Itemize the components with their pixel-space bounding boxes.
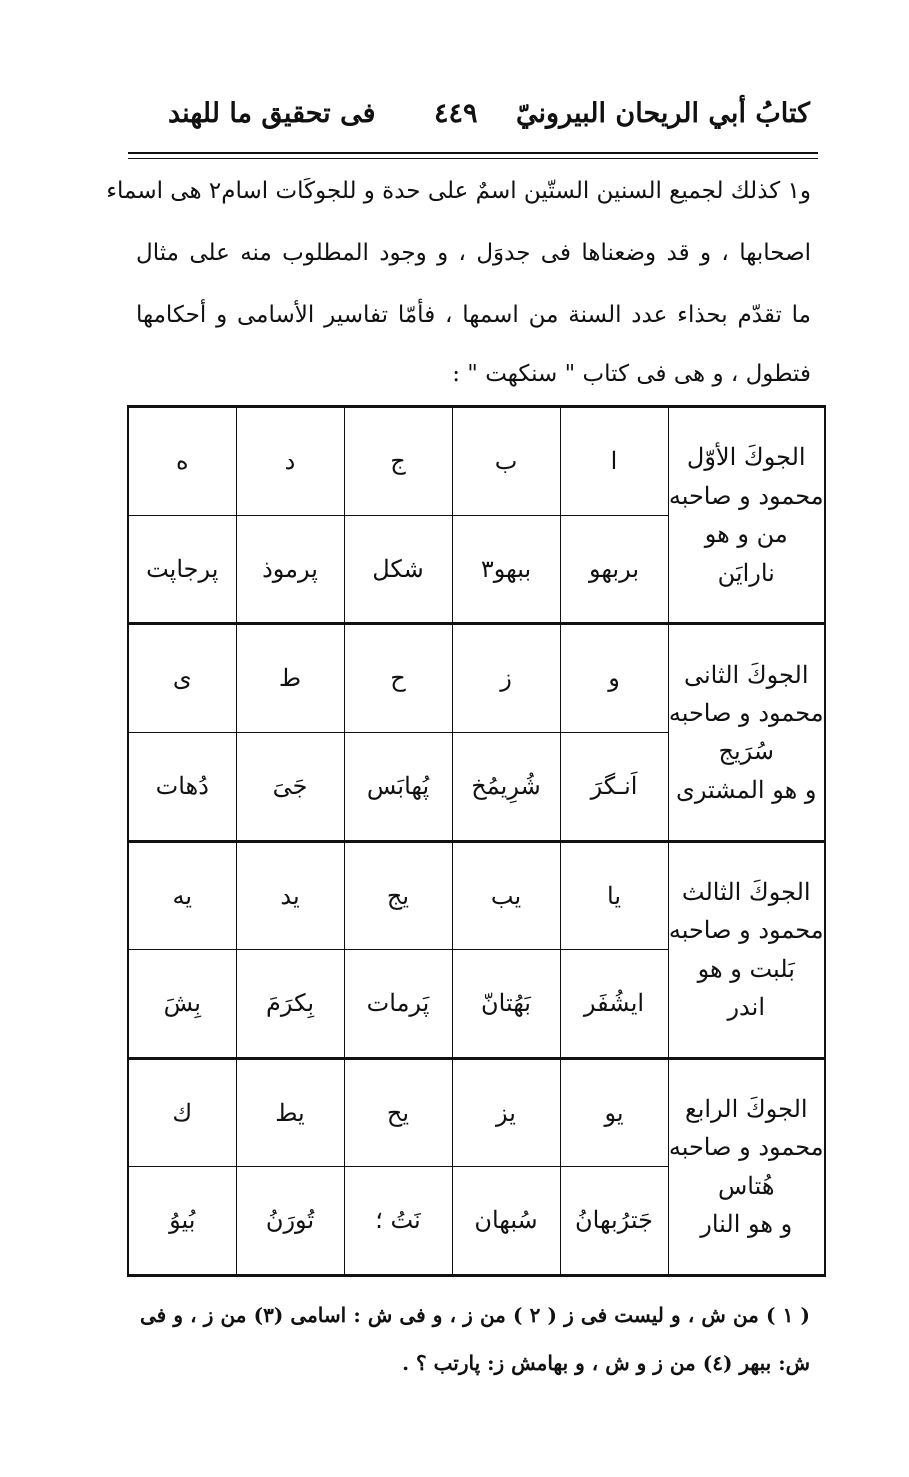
jug-label-line: هُتاس: [717, 1171, 775, 1200]
year-letter-cell: ج: [344, 407, 452, 516]
book-title: كتابُ أبي الريحان البيرونيّ: [516, 98, 810, 129]
year-name-cell: شكل: [344, 515, 452, 624]
table-row: [128, 1058, 825, 1167]
table-row: [128, 407, 825, 516]
jug-label-line: الجوكَ الثانى: [684, 660, 809, 689]
page-number: ٤٤٩: [434, 98, 478, 129]
jug-label-line: نارايَن: [717, 558, 775, 587]
year-letter-cell: ط: [236, 624, 344, 733]
jug-label-line: بَلبت و هو: [697, 954, 795, 983]
jug-label-line: محمود و صاحبه: [668, 698, 824, 727]
jug-label-cell: [668, 1058, 825, 1275]
year-letter-cell: ح: [344, 624, 452, 733]
jug-label-line: الجوكَ الرابع: [684, 1095, 808, 1124]
year-name-cell: پرموذ: [236, 515, 344, 624]
jug-label-line: سُرَيج: [718, 737, 775, 766]
body-line-2: اصحابها ، و قد وضعناها فى جدوَل ، و وجود المطلوب منه على مثال: [136, 240, 811, 266]
jug-label-line: محمود و صاحبه: [668, 481, 824, 510]
year-name-cell: دُهات: [128, 732, 236, 841]
year-name-cell: اَنـگرَ: [560, 732, 668, 841]
body-line-4: فتطول ، و هى فى كتاب " سنكهت " :: [452, 361, 811, 387]
year-name-cell: بِكرَمَ: [236, 950, 344, 1059]
year-name-cell: بِشَ: [128, 950, 236, 1059]
year-name-cell: جَىَ: [236, 732, 344, 841]
running-header: [128, 88, 818, 138]
table-row: [128, 624, 825, 733]
year-letter-cell: يا: [560, 841, 668, 950]
year-name-cell: نَتُ ؛: [344, 1167, 452, 1276]
footnote-line-2: ش: ببهر (٤) من ز و ش ، و بهامش ز: پارتب ؟ .: [402, 1351, 810, 1375]
jug-label-line: من و هو: [704, 520, 788, 549]
jug-label-line: محمود و صاحبه: [668, 1133, 824, 1162]
section-title: فى تحقيق ما للهند: [168, 98, 376, 129]
year-name-cell: ايشُفَر: [560, 950, 668, 1059]
year-name-cell: پرجاپت: [128, 515, 236, 624]
year-name-cell: جَترُبهانُ: [560, 1167, 668, 1276]
footnote-line-1: ( ١ ) من ش ، و ليست فى ز ( ٢ ) من ز ، و فى ش : اسامى (٣) من ز ، و فى: [140, 1303, 810, 1327]
year-letter-cell: يح: [344, 1058, 452, 1167]
year-letter-cell: ز: [452, 624, 560, 733]
jug-label-cell: [668, 407, 825, 624]
year-letter-cell: يج: [344, 841, 452, 950]
header-rule-thick: [128, 152, 818, 154]
year-name-cell: شُرِيمُخ: [452, 732, 560, 841]
jug-label-line: و هو المشترى: [676, 775, 817, 804]
year-name-cell: پُهابَس: [344, 732, 452, 841]
year-name-cell: ببهو٣: [452, 515, 560, 624]
table-row: [128, 841, 825, 950]
year-name-cell: بَهُتانّ: [452, 950, 560, 1059]
year-name-cell: بُيوُ: [128, 1167, 236, 1276]
year-letter-cell: يز: [452, 1058, 560, 1167]
year-letter-cell: يب: [452, 841, 560, 950]
year-name-cell: بربهو: [560, 515, 668, 624]
year-letter-cell: و: [560, 624, 668, 733]
body-line-3: ما تقدّم بحذاء عدد السنة من اسمها ، فأمّا تفاسير الأسامى و أحكامها: [136, 302, 811, 328]
jug-label-cell: [668, 624, 825, 841]
year-letter-cell: د: [236, 407, 344, 516]
year-name-cell: تُورَنُ: [236, 1167, 344, 1276]
year-name-cell: پَرمات: [344, 950, 452, 1059]
jug-label-cell: [668, 841, 825, 1058]
year-letter-cell: ا: [560, 407, 668, 516]
jug-label-line: اندر: [727, 993, 766, 1022]
header-rule-thin: [128, 158, 818, 159]
year-letter-cell: ب: [452, 407, 560, 516]
year-letter-cell: ى: [128, 624, 236, 733]
jug-label-line: محمود و صاحبه: [668, 916, 824, 945]
body-line-1: و١ كذلك لجميع السنين الستّين اسمٌ على حدة و للجوكَات اسام٢ هى اسماء: [106, 178, 811, 204]
jug-label-line: و هو النار: [700, 1210, 793, 1239]
year-letter-cell: ك: [128, 1058, 236, 1167]
year-name-cell: سُبهان: [452, 1167, 560, 1276]
year-letter-cell: ه: [128, 407, 236, 516]
year-letter-cell: يو: [560, 1058, 668, 1167]
year-letter-cell: يه: [128, 841, 236, 950]
jug-names-table: [127, 405, 826, 1277]
jug-label-line: الجوكَ الأوّل: [686, 443, 806, 472]
year-letter-cell: يط: [236, 1058, 344, 1167]
year-letter-cell: يد: [236, 841, 344, 950]
jug-label-line: الجوكَ الثالث: [681, 877, 811, 906]
